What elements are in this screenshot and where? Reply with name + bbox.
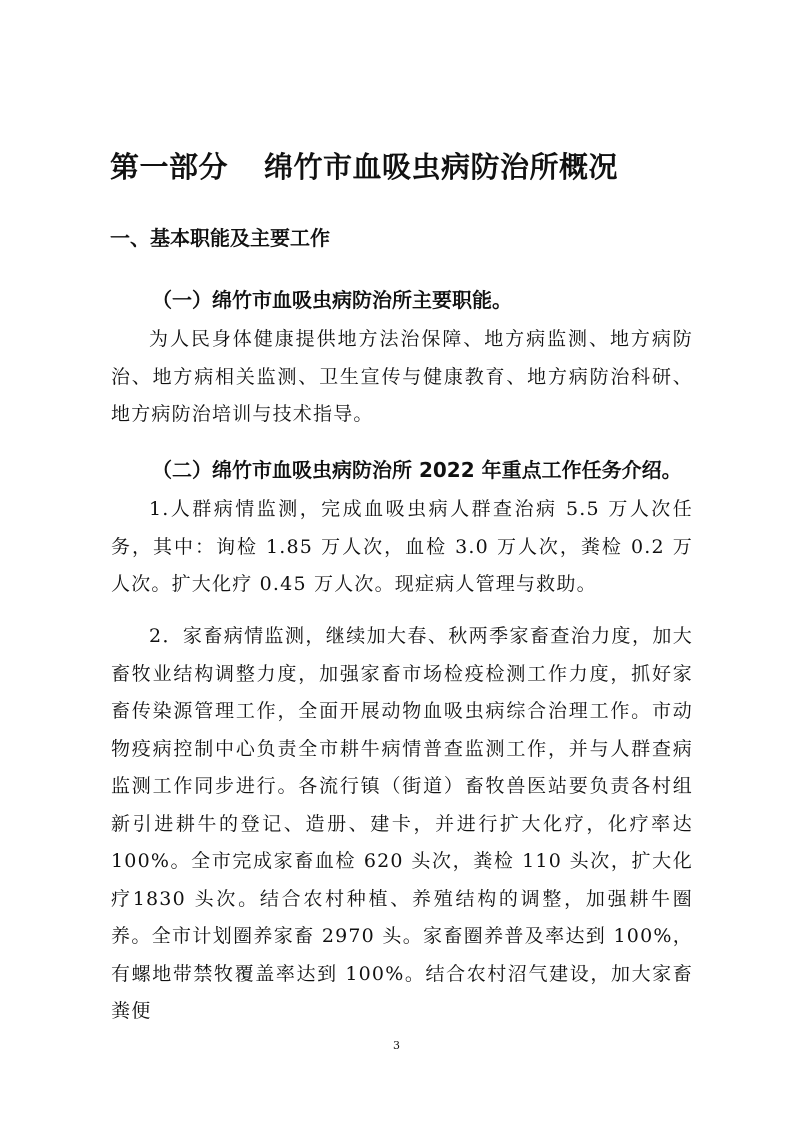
section-heading-basic-functions: 一、基本职能及主要工作 (110, 226, 330, 250)
page-number: 3 (393, 1039, 400, 1052)
part-title (110, 145, 700, 186)
paragraph-livestock-monitoring: 2．家畜病情监测，继续加大春、秋两季家畜查治力度，加大畜牧业结构调整力度，加强家畜市场检疫检测工作力度，抓好家畜传染源管理工作，全面开展动物血吸虫病综合治理工作。市动物疫病控制中心负责全市耕牛病情普查监测工作，并与人群查病监测工作同步进行。各流行镇（街道）畜牧兽医站要负责各村组新引进耕牛的登记、造册、建卡，并进行扩大化疗，化疗率达100%。全市完成家畜血检 620 头次，粪检 110 头次，扩大化疗1830 头次。结合农村种植、养殖结构的调整，加强耕牛圈养。全市计划圈养家畜 2970 头。家畜圈养普及率达到 100%，有螺地带禁牧覆盖率达到 100%。结合农村沼气建设，加大家畜粪便 (111, 625, 693, 1022)
part-title-name: 绵竹市血吸虫病防治所概况 (264, 150, 619, 184)
paragraph-population-monitoring: 1.人群病情监测，完成血吸虫病人群查治病 5.5 万人次任务，其中：询检 1.85 万人次，血检 3.0 万人次，粪检 0.2 万人次。扩大化疗 0.45 万人次。现症病人管理与救助。 (111, 498, 693, 595)
subsection-heading-main-functions: （一）绵竹市血吸虫病防治所主要职能。 (152, 288, 512, 312)
subsection-heading-key-tasks-2022: （二）绵竹市血吸虫病防治所 2022 年重点工作任务介绍。 (152, 458, 682, 482)
part-title-label: 第一部分 (110, 150, 229, 184)
paragraph-main-functions: 为人民身体健康提供地方法治保障、地方病监测、地方病防治、地方病相关监测、卫生宣传与健康教育、地方病防治科研、地方病防治培训与技术指导。 (111, 328, 693, 425)
